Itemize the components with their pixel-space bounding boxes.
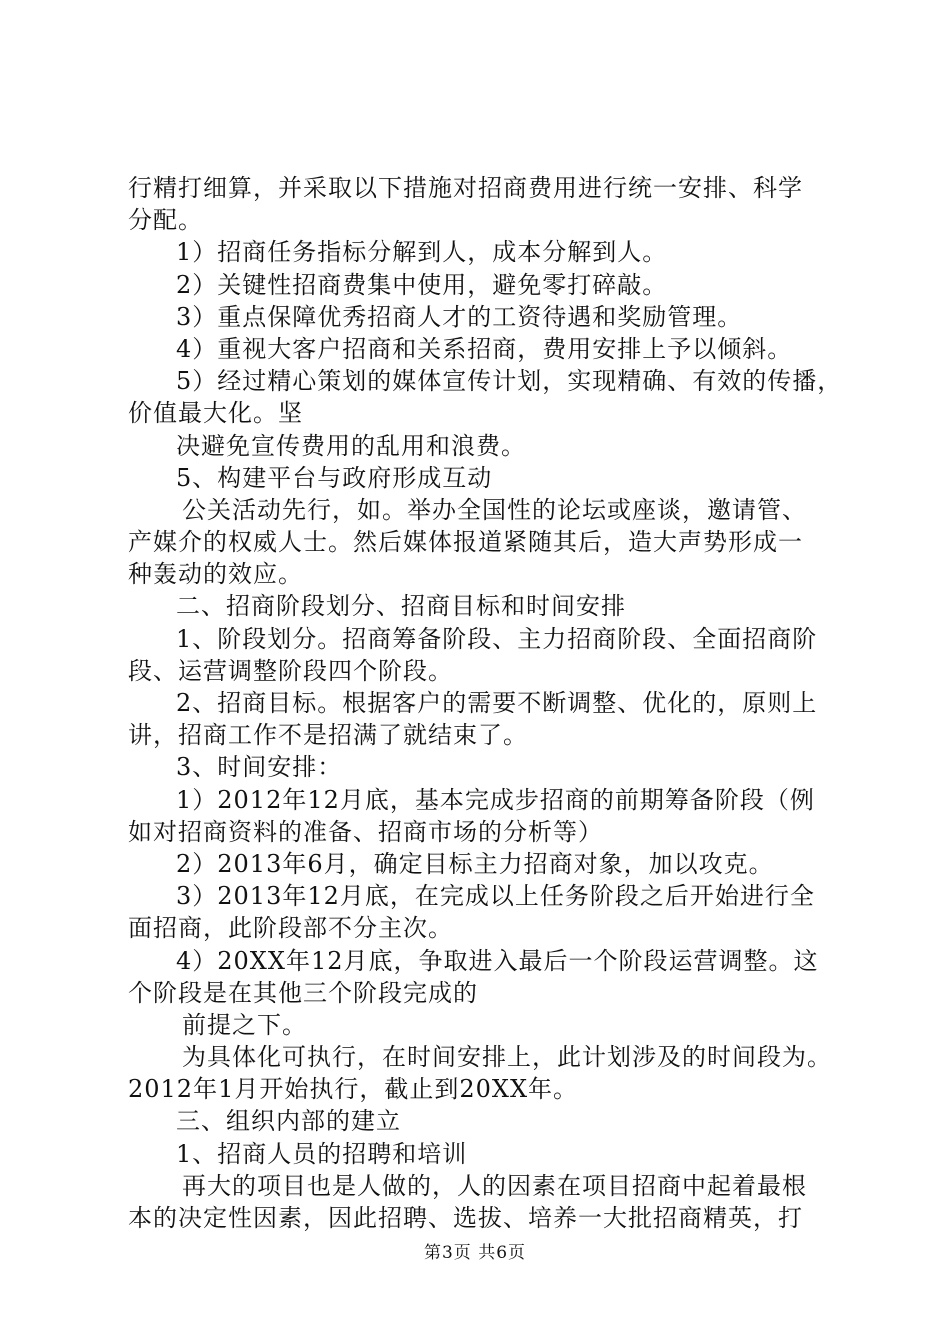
text-line: 1、阶段划分。招商筹备阶段、主力招商阶段、全面招商阶 [176, 624, 818, 653]
text-line: 2）关键性招商费集中使用，避免零打碎敲。 [176, 270, 668, 299]
text-line: 为具体化可执行，在时间安排上，此计划涉及的时间段为。 [182, 1043, 832, 1072]
text-line: 2、招商目标。根据客户的需要不断调整、优化的，原则上 [176, 689, 818, 717]
text-line: 行精打细算，并采取以下措施对招商费用进行统一安排、科学 [128, 174, 803, 202]
text-line: 公关活动先行，如。举办全国性的论坛或座谈，邀请管、 [182, 495, 807, 524]
text-line: 1）2012年12月底，基本完成步招商的前期筹备阶段（例 [176, 785, 815, 814]
text-line: 3、时间安排： [176, 753, 343, 782]
text-line: 种轰动的效应。 [128, 560, 303, 589]
text-line: 决避免宣传费用的乱用和浪费。 [176, 431, 526, 460]
text-line: 5）经过精心策划的媒体宣传计划，实现精确、有效的传播， [176, 367, 843, 396]
page-footer: 第3页 共6页 [423, 1243, 527, 1263]
document-body [128, 172, 843, 1234]
text-line: 分配。 [128, 206, 203, 235]
text-line: 三、组织内部的建立 [176, 1107, 401, 1136]
text-line: 3）重点保障优秀招商人才的工资待遇和奖励管理。 [176, 302, 743, 331]
text-line: 3）2013年12月底，在完成以上任务阶段之后开始进行全 [176, 882, 815, 911]
text-line: 2）2013年6月，确定目标主力招商对象，加以攻克。 [176, 849, 774, 878]
text-line: 如对招商资料的准备、招商市场的分析等） [128, 817, 603, 846]
text-line: 产媒介的权威人士。然后媒体报道紧随其后，造大声势形成一 [128, 528, 803, 557]
text-line: 再大的项目也是人做的，人的因素在项目招商中起着最根 [182, 1171, 807, 1200]
text-line: 讲，招商工作不是招满了就结束了。 [128, 721, 528, 750]
text-line: 4）重视大客户招商和关系招商，费用安排上予以倾斜。 [176, 334, 793, 363]
text-line: 5、构建平台与政府形成互动 [176, 463, 493, 492]
text-line: 二、招商阶段划分、招商目标和时间安排 [176, 592, 626, 621]
text-line: 前提之下。 [182, 1010, 307, 1039]
text-line: 价值最大化。坚 [128, 399, 303, 428]
text-line: 1、招商人员的招聘和培训 [176, 1139, 468, 1168]
text-line: 4）20XX年12月底，争取进入最后一个阶段运营调整。这 [176, 946, 819, 975]
text-line: 1）招商任务指标分解到人，成本分解到人。 [176, 238, 668, 267]
text-line: 2012年1月开始执行，截止到20XX年。 [128, 1075, 579, 1104]
text-line: 段、运营调整阶段四个阶段。 [128, 656, 453, 685]
text-line: 本的决定性因素，因此招聘、选拔、培养一大批招商精英，打 [128, 1204, 803, 1232]
text-line: 面招商，此阶段部不分主次。 [128, 914, 453, 943]
text-line: 个阶段是在其他三个阶段完成的 [128, 978, 478, 1007]
